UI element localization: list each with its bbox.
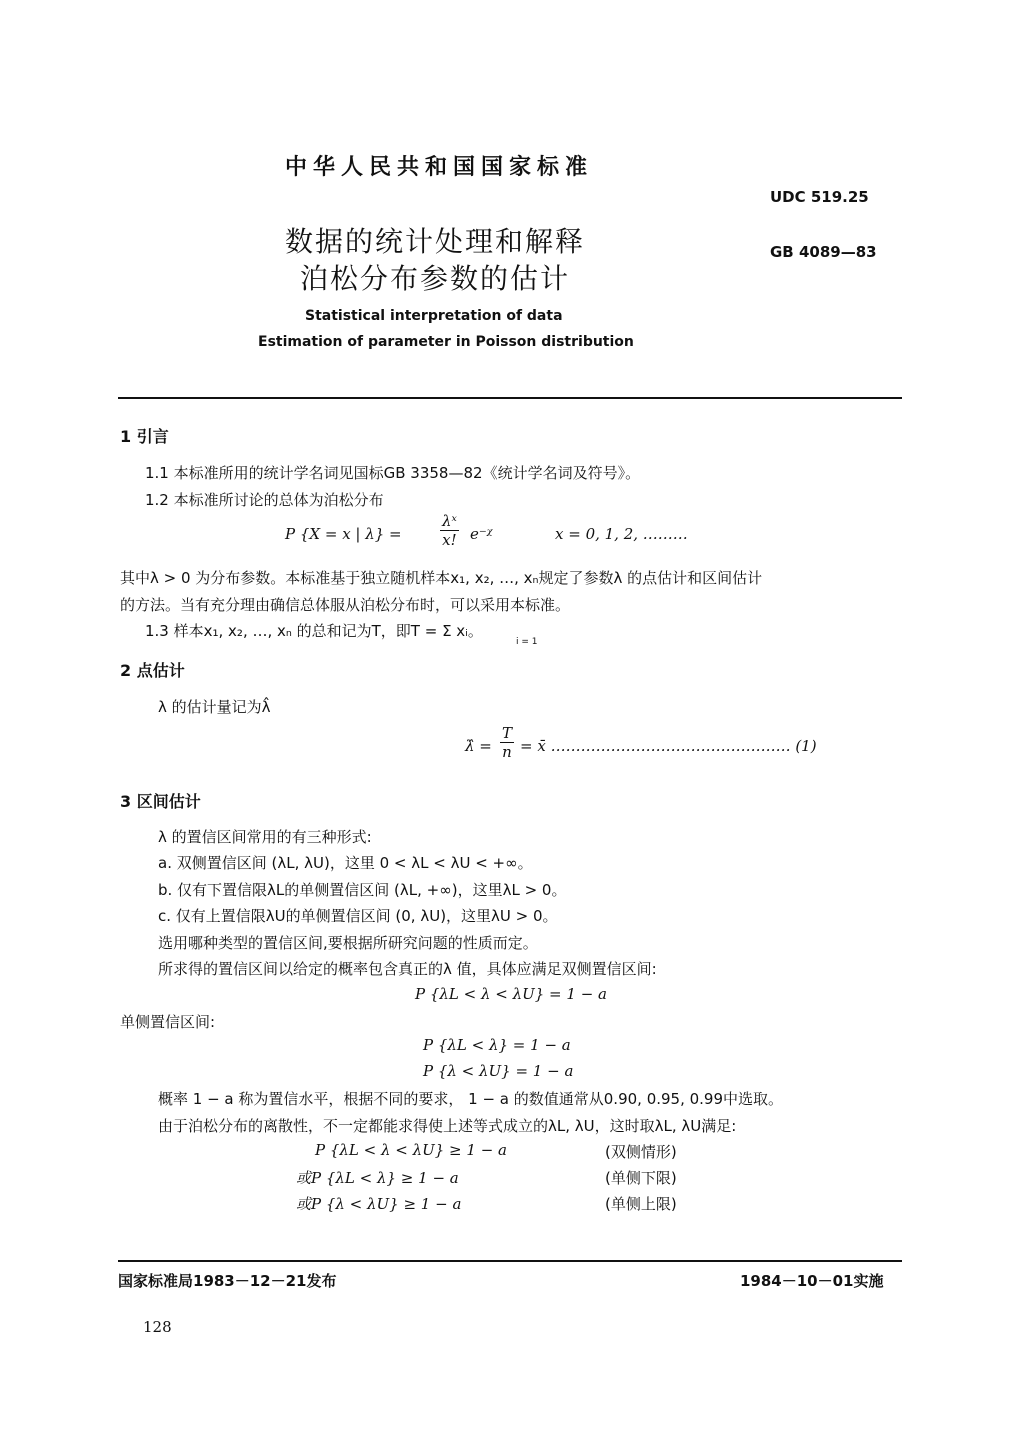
discreteness-paragraph: 由于泊松分布的离散性，不一定都能求得使上述等式成立的λL, λU，这时取λL, λU满足: [158,1117,737,1135]
paragraph-parameter-line-2: 的方法。当有充分理由确信总体服从泊松分布时，可以采用本标准。 [120,596,571,614]
point-estimate-fraction [500,724,514,761]
page-number: 128 [143,1318,172,1336]
poisson-formula-lhs: P {X = x | λ} = [285,525,402,543]
poisson-formula-denominator: x! [442,531,457,549]
title-line-2: 泊松分布参数的估计 [300,262,571,295]
interval-item-c: c. 仅有上置信限λU的单侧置信区间 (0, λU)，这里λU > 0。 [158,907,558,925]
paragraph-1-2: 1.2 本标准所讨论的总体为泊松分布 [145,491,384,509]
title-line-1: 数据的统计处理和解释 [285,225,586,258]
poisson-formula-range: x = 0, 1, 2, ……… [555,525,688,543]
paragraph-1-1: 1.1 本标准所用的统计学名词见国标GB 3358—82《统计学名词及符号》。 [145,464,641,482]
upper-bound-inequality: 或P {λ < λU} ≥ 1 − a [296,1195,462,1213]
interval-paragraph-type: 选用哪种类型的置信区间,要根据所研究问题的性质而定。 [158,934,538,952]
point-estimate-equation-lhs: λ̂ = [465,737,492,755]
two-sided-inequality: P {λL < λ < λU} ≥ 1 − a [315,1141,507,1159]
english-title-line-2: Estimation of parameter in Poisson distribution [258,334,634,350]
footer-rule [118,1260,902,1262]
interval-paragraph-condition: 所求得的置信区间以给定的概率包含真正的λ 值，具体应满足双侧置信区间: [158,960,657,978]
national-standard-heading: 中华人民共和国国家标准 [285,155,594,180]
point-estimate-equation-rhs: = x̄ ………………………………………… (1) [520,737,817,755]
paragraph-1-3: 1.3 样本x₁, x₂, …, xₙ 的总和记为T，即T = Σ xᵢ。 [145,622,483,640]
one-sided-label: 单侧置信区间: [120,1013,216,1031]
paragraph-parameter-line-1: 其中λ > 0 为分布参数。本标准基于独立随机样本x₁, x₂, …, xₙ规定了参数λ 的点估计和区间估计 [120,569,763,587]
lower-bound-note: (单侧下限) [605,1169,677,1187]
two-sided-note: (双侧情形) [605,1143,677,1161]
section-2-heading: 2 点估计 [120,661,185,680]
one-sided-upper-equation: P {λ < λU} = 1 − a [423,1062,574,1080]
point-estimate-numerator: T [502,724,513,742]
lower-bound-inequality: 或P {λL < λ} ≥ 1 − a [296,1169,459,1187]
sum-lower-limit: i = 1 [516,637,538,647]
one-sided-lower-equation: P {λL < λ} = 1 − a [423,1036,571,1054]
upper-bound-note: (单侧上限) [605,1195,677,1213]
section-1-heading: 1 引言 [120,427,169,446]
confidence-level-paragraph: 概率 1 − a 称为置信水平，根据不同的要求， 1 − a 的数值通常从0.90, 0.95, 0.99中选取。 [158,1090,784,1108]
poisson-formula-fraction [440,512,459,549]
interval-intro: λ 的置信区间常用的有三种形式: [158,828,372,846]
english-title-line-1: Statistical interpretation of data [305,308,563,324]
poisson-formula-numerator: λˣ [442,512,457,530]
section-3-heading: 3 区间估计 [120,792,201,811]
poisson-formula-exponential: e⁻ᵡ [470,525,493,543]
interval-item-b: b. 仅有下置信限λL的单侧置信区间 (λL, +∞)，这里λL > 0。 [158,881,567,899]
effective-date: 1984－10－01实施 [740,1272,884,1290]
gb-number: GB 4089—83 [770,243,877,261]
interval-item-a: a. 双侧置信区间 (λL, λU)，这里 0 < λL < λU < +∞。 [158,854,533,872]
point-estimate-intro: λ 的估计量记为λ̂ [158,698,271,716]
point-estimate-denominator: n [502,743,512,761]
two-sided-equation: P {λL < λ < λU} = 1 − a [415,985,607,1003]
header-rule [118,397,902,399]
issue-date: 国家标准局1983－12－21发布 [118,1272,337,1290]
udc-code: UDC 519.25 [770,188,869,206]
